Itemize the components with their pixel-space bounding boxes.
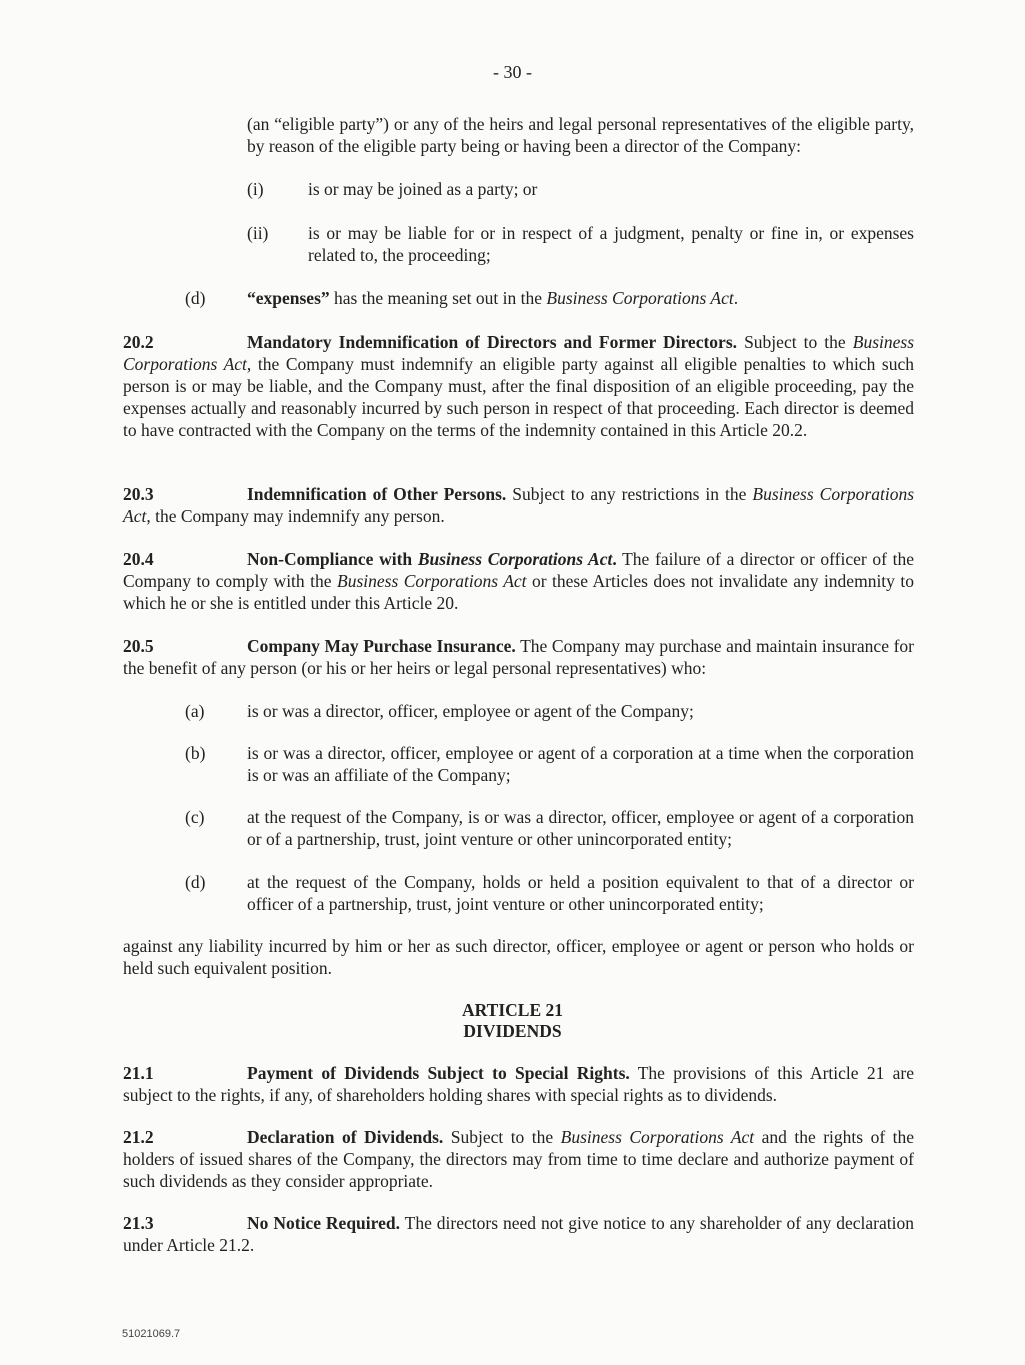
- section-20-4: [123, 548, 914, 614]
- item-label: (i): [247, 179, 264, 199]
- heading-text: Non-Compliance with: [247, 549, 418, 569]
- act-name: Business Corporations Act: [337, 571, 527, 591]
- section-number: 21.3: [123, 1213, 154, 1233]
- definition-text: has the meaning set out in the: [329, 288, 547, 308]
- act-name: Business Corporations Act: [417, 549, 613, 569]
- section-20-3: [123, 483, 914, 527]
- footer-document-id: 51021069.7: [122, 1328, 181, 1340]
- section-number: 20.5: [123, 636, 154, 656]
- article-title: ARTICLE 21: [461, 1000, 563, 1020]
- section-text: or these Articles does not invalidate any indemnity to which he or she is entitled under this Article 20.: [123, 571, 914, 613]
- section-heading: Payment of Dividends Subject to Special Rights.: [247, 1063, 630, 1083]
- list-item-text: at the request of the Company, is or was a director, officer, employee or agent of a corporation or of a partnership, trust, joint venture or other unincorporated entity;: [247, 807, 914, 849]
- act-name: Business Corporations Act: [546, 288, 734, 308]
- item-text: is or may be joined as a party; or: [308, 179, 538, 199]
- list-label: (c): [185, 807, 205, 827]
- definition-label: (d): [185, 288, 206, 308]
- act-name: Business Corporations Act: [123, 332, 914, 374]
- section-text: The provisions of this Article 21 are subject to the rights, if any, of shareholders holding shares with special rights as to dividends.: [123, 1063, 914, 1105]
- section-text: Subject to the: [443, 1127, 561, 1147]
- list-label: (d): [185, 872, 206, 892]
- section-text: and the rights of the holders of issued shares of the Company, the directors may from time to time declare and authorize payment of such dividends as they consider appropriate.: [123, 1127, 914, 1191]
- section-heading: Indemnification of Other Persons.: [247, 484, 507, 504]
- section-text: Subject to any restrictions in the: [506, 484, 753, 504]
- section-number: 20.2: [123, 332, 154, 352]
- heading-period: .: [612, 549, 617, 569]
- list-item-text: is or was a director, officer, employee or agent of the Company;: [247, 701, 694, 721]
- section-heading: No Notice Required.: [247, 1213, 400, 1233]
- intro-paragraph: (an “eligible party”) or any of the heirs and legal personal representatives of the eligible party, by reason of the eligible party being or having been a director of the Company:: [247, 114, 914, 156]
- list-label: (a): [185, 701, 205, 721]
- closing-paragraph: against any liability incurred by him or her as such director, officer, employee or agent or person who holds or held such equivalent position.: [123, 936, 914, 978]
- section-number: 20.4: [123, 549, 154, 569]
- section-text: The directors need not give notice to any shareholder of any declaration under Article 21.2.: [123, 1213, 914, 1255]
- item-text: is or may be liable for or in respect of a judgment, penalty or fine in, or expenses related to, the proceeding;: [308, 223, 914, 265]
- page-number: - 30 -: [493, 62, 532, 82]
- section-21-1: [123, 1062, 914, 1106]
- list-item-text: at the request of the Company, holds or held a position equivalent to that of a director or officer of a partnership, trust, joint venture or other unincorporated entity;: [247, 872, 914, 914]
- section-heading: Mandatory Indemnification of Directors and Former Directors.: [247, 332, 738, 352]
- definition-text-end: .: [733, 288, 739, 308]
- section-20-5: [123, 635, 914, 679]
- section-number: 21.1: [123, 1063, 154, 1083]
- section-text: The Company may purchase and maintain insurance for the benefit of any person (or his or her heirs or legal personal representatives) who:: [123, 636, 914, 678]
- section-heading: [247, 549, 617, 569]
- list-label: (b): [185, 743, 206, 763]
- section-20-2: [123, 331, 914, 441]
- list-item-text: is or was a director, officer, employee or agent of a corporation at a time when the corporation is or was an affiliate of the Company;: [247, 743, 914, 785]
- section-text: The failure of a director or officer of the Company to comply with the: [123, 549, 914, 591]
- section-21-2: [123, 1126, 914, 1192]
- item-label: (ii): [247, 223, 269, 243]
- section-text: , the Company must indemnify an eligible party against all eligible penalties to which such person is or may be liable, and the Company must, after the final disposition of an eligible proceeding, pay the expenses actually and reasonably incurred by such person in respect of that proceeding. Each director is deemed to have contracted with the Company on the terms of the indemnity contained in this Article 20.2.: [123, 354, 914, 440]
- article-subtitle: DIVIDENDS: [463, 1021, 562, 1041]
- definition-expenses: [247, 287, 914, 309]
- section-number: 21.2: [123, 1127, 154, 1147]
- section-21-3: [123, 1212, 914, 1256]
- defined-term: “expenses”: [247, 288, 330, 308]
- act-name: Business Corporations Act: [560, 1127, 755, 1147]
- section-heading: Declaration of Dividends.: [247, 1127, 444, 1147]
- section-number: 20.3: [123, 484, 154, 504]
- section-text: Subject to the: [737, 332, 853, 352]
- section-text: , the Company may indemnify any person.: [146, 506, 445, 526]
- act-name: Business Corporations Act: [123, 484, 915, 526]
- section-heading: Company May Purchase Insurance.: [247, 636, 516, 656]
